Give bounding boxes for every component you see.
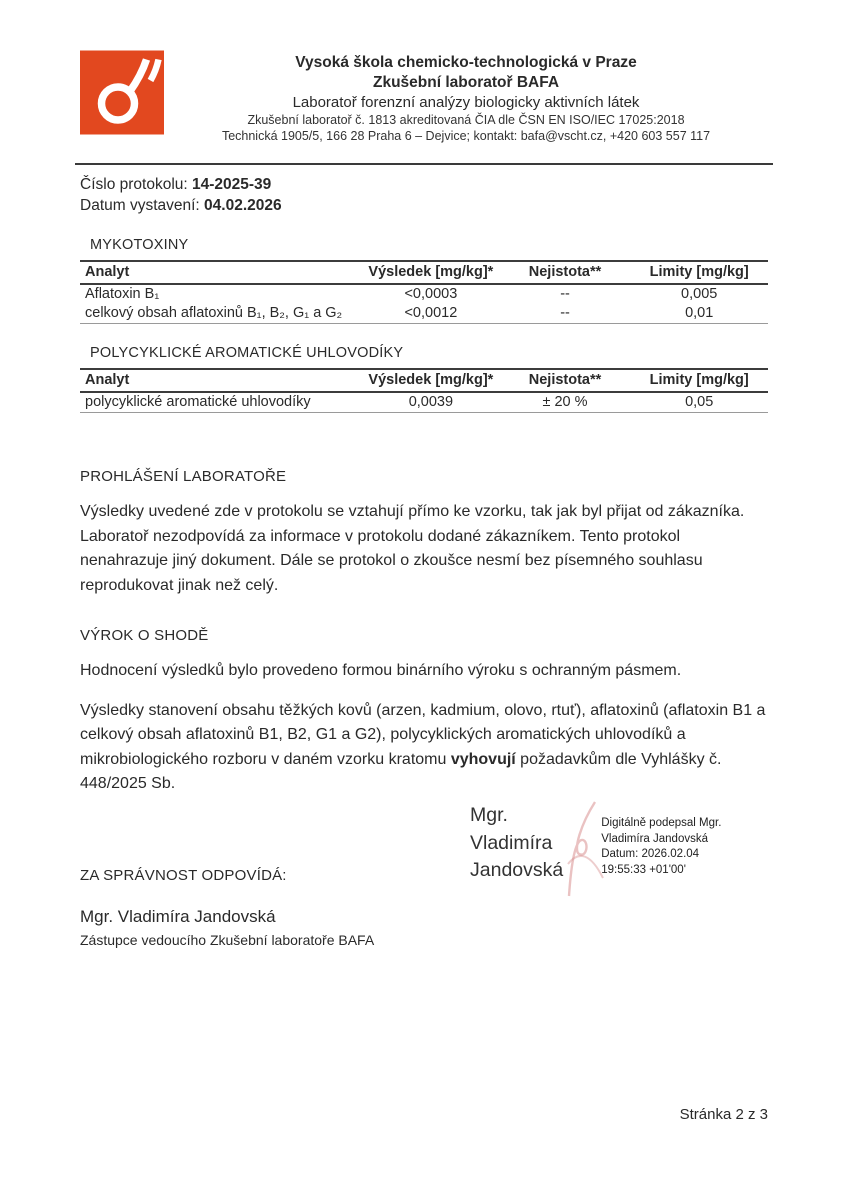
table-row	[80, 392, 768, 413]
signoff-name: Mgr. Vladimíra Jandovská	[80, 906, 276, 926]
signature-details-line: Vladimíra Jandovská	[601, 832, 708, 845]
mykotoxiny-table	[80, 260, 768, 324]
page-number: Stránka 2 z 3	[679, 1106, 768, 1123]
header-divider	[75, 163, 773, 165]
protocol-number-label: Číslo protokolu:	[80, 176, 192, 193]
org-title-line1: Vysoká škola chemicko-technologická v Praze	[295, 54, 637, 71]
signature-details	[601, 802, 721, 878]
protocol-number-value: 14-2025-39	[192, 176, 272, 193]
protocol-date-label: Datum vystavení:	[80, 197, 205, 214]
column-header-analyt: Analyt	[80, 261, 362, 284]
column-header-analyt: Analyt	[80, 369, 362, 392]
protocol-date-line	[80, 195, 768, 216]
pau-table	[80, 368, 768, 413]
org-contact: Technická 1905/5, 166 28 Praha 6 – Dejvice; kontakt: bafa@vscht.cz, +420 603 557 117	[221, 128, 711, 143]
cell-nejistota: --	[560, 305, 570, 321]
column-header-nejistota: Nejistota**	[500, 261, 631, 284]
section-title-pau: POLYCYKLICKÉ AROMATICKÉ UHLOVODÍKY	[90, 345, 404, 361]
cell-vysledek: 0,0039	[408, 394, 454, 410]
cell-nejistota: --	[560, 286, 570, 302]
column-header-nejistota: Nejistota**	[500, 369, 631, 392]
verdict-statement	[80, 699, 768, 797]
org-title-line2: Zkušební laboratoř BAFA	[372, 74, 560, 91]
section-title-mykotoxiny: MYKOTOXINY	[90, 237, 189, 253]
signature-name-line: Jandovská	[470, 859, 564, 881]
cell-analyt: polycyklické aromatické uhlovodíky	[85, 394, 311, 410]
vscht-logo-icon	[80, 50, 164, 135]
cell-nejistota: ± 20 %	[542, 394, 588, 410]
table-row	[80, 304, 768, 324]
document-header	[80, 50, 768, 144]
header-text-block	[164, 50, 768, 144]
declaration-title: PROHLÁŠENÍ LABORATOŘE	[80, 468, 287, 485]
verdict-text-after: požadavkům dle Vyhlášky č. 448/2025 Sb.	[80, 750, 722, 792]
signature-display-name	[470, 802, 563, 885]
cell-analyt: Aflatoxin B₁	[85, 286, 160, 302]
signoff-title: ZA SPRÁVNOST ODPOVÍDÁ:	[80, 866, 287, 884]
protocol-number-line	[80, 174, 768, 195]
signature-details-line: Datum: 2026.02.04	[601, 848, 700, 860]
cell-vysledek: <0,0003	[404, 286, 458, 302]
cell-limity: 0,05	[685, 394, 714, 410]
signature-details-line: 19:55:33 +01'00'	[601, 863, 686, 876]
verdict-result: vyhovují	[450, 750, 516, 768]
column-header-limity: Limity [mg/kg]	[630, 261, 768, 284]
protocol-date-value: 04.02.2026	[204, 197, 282, 214]
verdict-text-before: Výsledky stanovení obsahu těžkých kovů (arzen, kadmium, olovo, rtuť), aflatoxinů (aflatoxin B1 a celkový obsah aflatoxinů B1, B2, G1 a G2), polycyklických aromatických uhlovodíků a mikrobiologického rozboru v daném vzorku kratomu	[80, 701, 766, 768]
protocol-meta	[80, 174, 768, 216]
table-row	[80, 284, 768, 304]
signoff-role: Zástupce vedoucího Zkušební laboratoře BAFA	[80, 931, 375, 948]
column-header-vysledek: Výsledek [mg/kg]*	[362, 261, 500, 284]
column-header-limity: Limity [mg/kg]	[630, 369, 768, 392]
cell-vysledek: <0,0012	[404, 305, 458, 321]
column-header-vysledek: Výsledek [mg/kg]*	[362, 369, 500, 392]
org-accreditation: Zkušební laboratoř č. 1813 akreditovaná ČIA dle ČSN EN ISO/IEC 17025:2018	[247, 113, 685, 127]
org-subtitle: Laboratoř forenzní analýzy biologicky aktivních látek	[292, 94, 640, 111]
signature-name-line: Mgr.	[470, 804, 508, 826]
table-header-row	[80, 369, 768, 392]
cell-limity: 0,01	[685, 305, 714, 321]
verdict-title: VÝROK O SHODĚ	[80, 627, 209, 644]
table-header-row	[80, 261, 768, 284]
verdict-method: Hodnocení výsledků bylo provedeno formou binárního výroku s ochranným pásmem.	[80, 662, 682, 679]
signature-name-line: Vladimíra	[470, 831, 553, 854]
signature-details-line: Digitálně podepsal Mgr.	[601, 817, 722, 829]
declaration-text: Výsledky uvedené zde v protokolu se vztahují přímo ke vzorku, tak jak byl přijat od zákazníka. Laboratoř nezodpovídá za informace v protokolu dodané zákazníkem. Tento protokol nenahrazuje jiný dokument. Dále se protokol o zkoušce nesmí bez písemného souhlasu reprodukovat jinak než celý.	[80, 503, 745, 594]
cell-limity: 0,005	[681, 286, 718, 302]
digital-signature	[470, 802, 721, 900]
cell-analyt: celkový obsah aflatoxinů B₁, B₂, G₁ a G₂	[85, 305, 343, 321]
